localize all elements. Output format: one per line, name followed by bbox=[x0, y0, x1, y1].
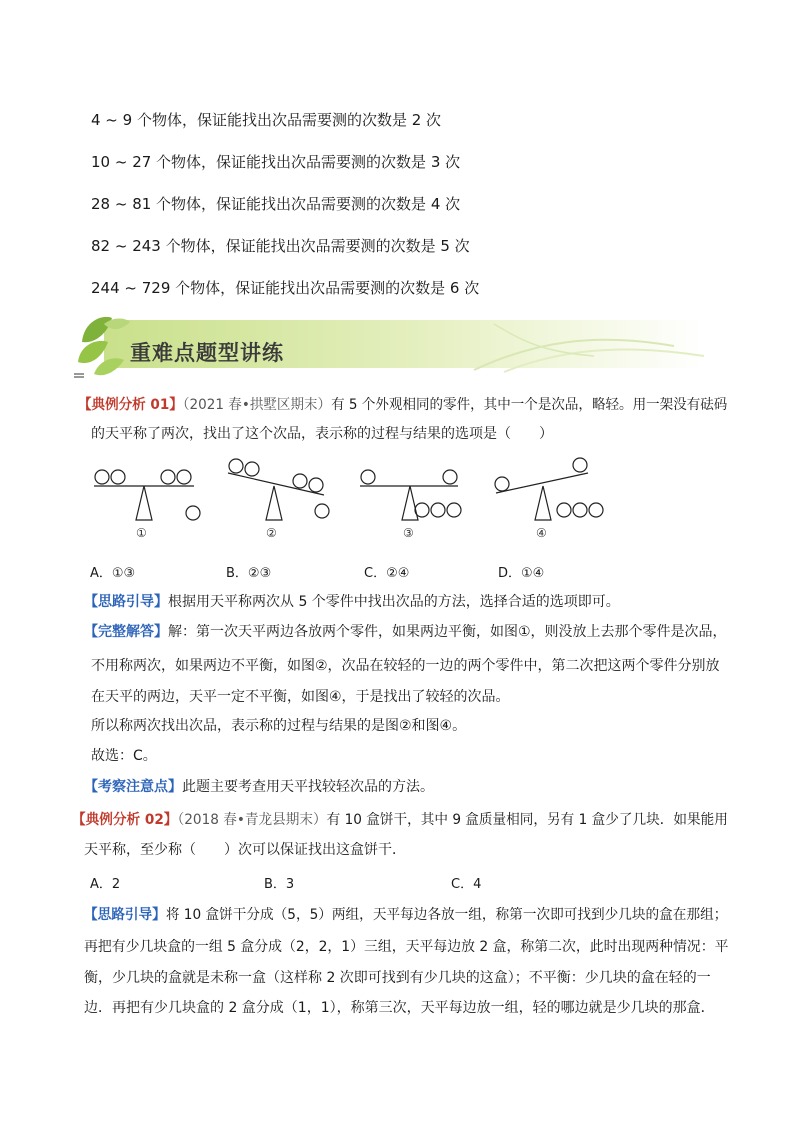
ex2-option-a: A．2 bbox=[90, 877, 121, 892]
figure-label-4: ④ bbox=[536, 526, 547, 540]
intro-line-4: 82 ~ 243 个物体，保证能找出次品需要测的次数是 5 次 bbox=[91, 237, 470, 255]
ex1-option-a: A．①③ bbox=[90, 566, 136, 581]
balance-figure-3 bbox=[360, 470, 461, 520]
ex2-option-b: B．3 bbox=[264, 877, 295, 892]
ex1-hint-tag: 【思路引导】 bbox=[84, 594, 168, 610]
ex1-line2: 的天平称了两次，找出了这个次品，表示称的过程与结果的选项是（ ） bbox=[91, 426, 553, 442]
ex2-line1: 【典例分析 02】（2018 春•青龙县期末）有 10 盒饼干，其中 9 盒质量相同，另有 1 盒少了几块．如果能用 bbox=[72, 812, 728, 828]
ex1-answer-5: 故选：C。 bbox=[91, 748, 157, 764]
balance-figures bbox=[88, 455, 628, 550]
figure-label-1: ① bbox=[136, 526, 147, 540]
ex1-tag: 【典例分析 01】 bbox=[78, 397, 183, 413]
figure-label-2: ② bbox=[266, 526, 277, 540]
ex1-hint: 【思路引导】根据用天平称两次从 5 个零件中找出次品的方法，选择合适的选项即可。 bbox=[84, 594, 620, 610]
ex1-option-d: D．①④ bbox=[498, 566, 545, 581]
ex2-source: （2018 春•青龙县期末） bbox=[177, 812, 327, 828]
balance-figure-1 bbox=[94, 470, 200, 520]
intro-line-5: 244 ~ 729 个物体，保证能找出次品需要测的次数是 6 次 bbox=[91, 279, 480, 297]
section-title: 重难点题型讲练 bbox=[130, 341, 284, 365]
ex2-hint-tag: 【思路引导】 bbox=[84, 907, 166, 923]
ex1-note-tag: 【考察注意点】 bbox=[84, 779, 182, 795]
ex1-note: 【考察注意点】此题主要考查用天平找较轻次品的方法。 bbox=[84, 779, 434, 795]
intro-line-2: 10 ~ 27 个物体，保证能找出次品需要测的次数是 3 次 bbox=[91, 153, 461, 171]
ex1-answer-tag: 【完整解答】 bbox=[84, 624, 168, 640]
ex1-option-b: B．②③ bbox=[226, 566, 272, 581]
ex1-answer-2: 不用称两次，如果两边不平衡，如图②，次品在较轻的一边的两个零件中，第二次把这两个零件分别放 bbox=[91, 658, 720, 674]
ex1-line1 bbox=[78, 395, 727, 415]
intro-line-3: 28 ~ 81 个物体，保证能找出次品需要测的次数是 4 次 bbox=[91, 195, 461, 213]
ex2-hint-1: 【思路引导】将 10 盒饼干分成（5，5）两组，天平每边各放一组，称第一次即可找到少几块的盒在那组； bbox=[84, 907, 728, 923]
ex1-answer-3: 在天平的两边，天平一定不平衡，如图④，于是找出了较轻的次品。 bbox=[91, 689, 510, 705]
figure-label-3: ③ bbox=[403, 526, 414, 540]
ex2-line2: 天平称，至少称（ ）次可以保证找出这盒饼干． bbox=[84, 842, 406, 858]
balance-figure-2 bbox=[228, 459, 329, 520]
ex1-source: （2021 春•拱墅区期末） bbox=[182, 397, 332, 413]
ex2-hint-2: 再把有少几块盒的一组 5 盒分成（2，2，1）三组，天平每边放 2 盒，称第二次，此时出现两种情况：平 bbox=[84, 939, 729, 955]
balance-figure-4 bbox=[495, 458, 603, 520]
ex1-text1: 有 5 个外观相同的零件，其中一个是次品，略轻。用一架没有砝码 bbox=[331, 397, 728, 413]
ex1-answer-1: 【完整解答】解：第一次天平两边各放两个零件，如果两边平衡，如图①，则没放上去那个零件是次品， bbox=[84, 624, 727, 640]
ex2-hint-4: 边．再把有少几块盒的 2 盒分成（1，1），称第三次，天平每边放一组，轻的哪边就是少几块的那盒． bbox=[84, 1000, 715, 1016]
ex1-option-c: C．②④ bbox=[364, 566, 410, 581]
ex2-option-c: C．4 bbox=[451, 877, 482, 892]
ex1-answer-4: 所以称两次找出次品，表示称的过程与结果的是图②和图④。 bbox=[91, 718, 467, 734]
ex2-tag: 【典例分析 02】 bbox=[72, 812, 178, 828]
intro-line-1: 4 ~ 9 个物体，保证能找出次品需要测的次数是 2 次 bbox=[91, 111, 442, 129]
ex2-hint-3: 衡，少几块的盒就是未称一盒（这样称 2 次即可找到有少几块的这盒）；不平衡：少几块的盒在轻的一 bbox=[84, 970, 711, 986]
